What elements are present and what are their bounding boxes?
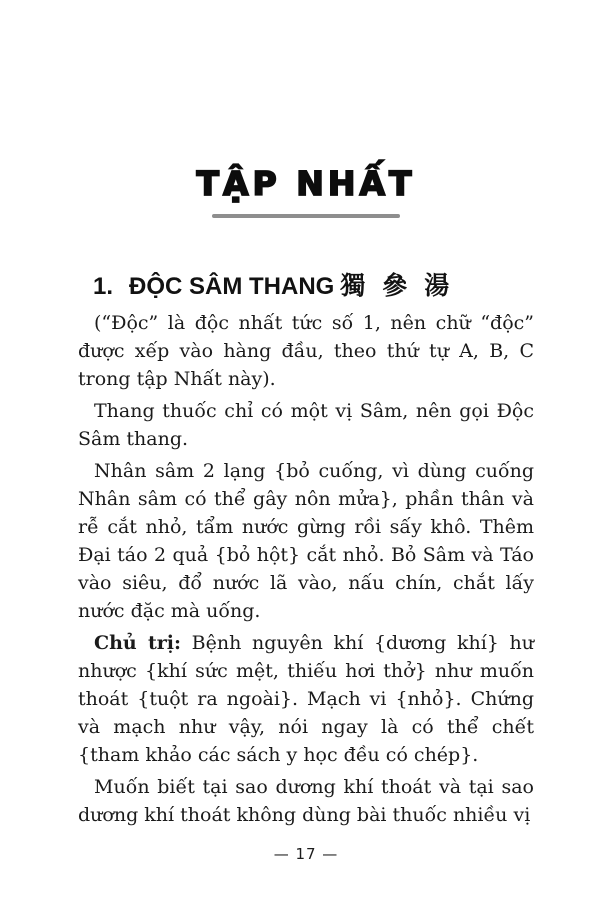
section-han-characters: 獨 參 湯 <box>340 272 450 300</box>
chapter-header <box>0 164 612 218</box>
paragraph-text: Muốn biết tại sao dương khí thoát và tại sao dương khí thoát không dùng bài thuốc nhiều vị <box>78 776 534 826</box>
body-paragraph <box>78 629 534 769</box>
title-underline <box>212 214 400 218</box>
body-paragraph <box>78 397 534 453</box>
paragraph-text: Bệnh nguyên khí {dương khí} hư nhược {khí sức mệt, thiếu hơi thở} như muốn thoát {tuột ra ngoài}. Mạch vi {nhỏ}. Chứng và mạch như vậy, nói ngay là có thể chết {tham khảo các sách y học đều có chép}. <box>78 632 534 766</box>
chapter-title: TẬP NHẤT <box>196 164 416 203</box>
paragraph-text: Thang thuốc chỉ có một vị Sâm, nên gọi Độc Sâm thang. <box>78 400 534 450</box>
body-paragraph <box>78 457 534 625</box>
paragraph-lead-chu-tri: Chủ trị: <box>94 632 181 654</box>
section-heading <box>78 272 534 301</box>
page-number: — 17 — <box>273 845 339 863</box>
body-paragraph <box>78 773 534 829</box>
body-text <box>78 309 534 829</box>
paragraph-text: (“Độc” là độc nhất tức số 1, nên chữ “độc” được xếp vào hàng đầu, theo thứ tự A, B, C trong tập Nhất này). <box>78 312 534 390</box>
section-name: ĐỘC SÂM THANG <box>129 273 335 300</box>
paragraph-text: Nhân sâm 2 lạng {bỏ cuống, vì dùng cuống Nhân sâm có thể gây nôn mửa}, phần thân và rễ cắt nhỏ, tẩm nước gừng rồi sấy khô. Thêm Đại táo 2 quả {bỏ hột} cắt nhỏ. Bỏ Sâm và Táo vào siêu, đổ nước lã vào, nấu chín, chắt lấy nước đặc mà uống. <box>78 460 534 622</box>
body-paragraph <box>78 309 534 393</box>
section-number: 1. <box>93 273 114 300</box>
